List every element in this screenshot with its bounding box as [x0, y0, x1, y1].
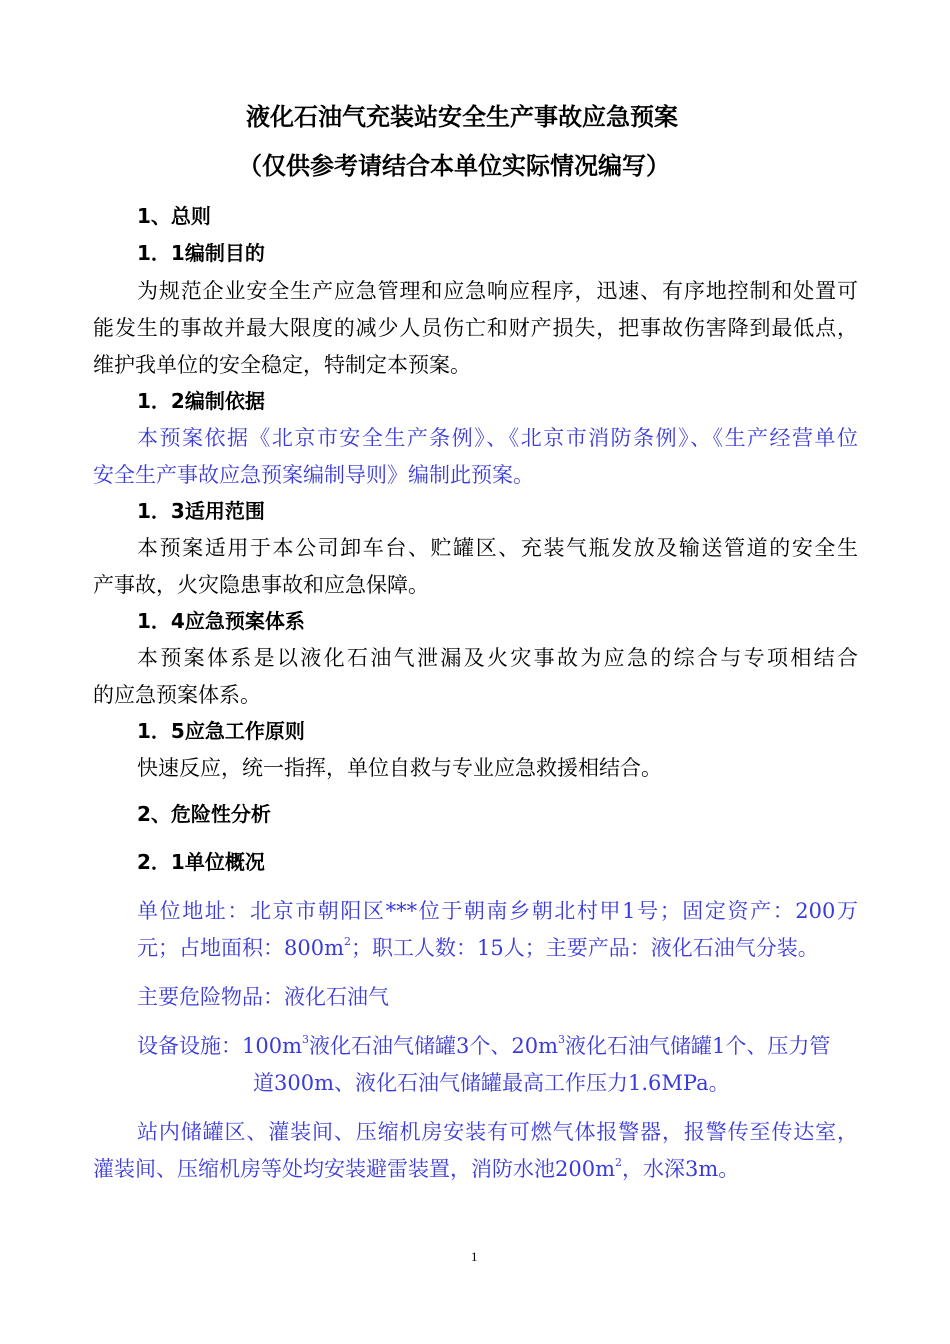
text-fragment: ，水深3m。	[622, 1157, 740, 1181]
subsection-heading: 1．2编制依据	[137, 389, 265, 413]
superscript: 3	[558, 1033, 565, 1046]
text-fragment: ；职工人数：15人；主要产品：液化石油气分装。	[351, 936, 819, 960]
paragraph-line	[137, 1033, 831, 1058]
section-heading: 2、危险性分析	[137, 802, 271, 826]
paragraph-line	[137, 935, 819, 960]
paragraph-line: 能发生的事故并最大限度的减少人员伤亡和财产损失，把事故伤害降到最低点，	[93, 316, 858, 340]
paragraph-line: 本预案依据《北京市安全生产条例》、《北京市消防条例》、《生产经营单位	[137, 426, 858, 450]
superscript: 3	[302, 1033, 309, 1046]
text-fragment: 灌装间、压缩机房等处均安装避雷装置，消防水池200m	[93, 1157, 615, 1181]
paragraph-line: 产事故，火灾隐患事故和应急保障。	[93, 573, 429, 597]
subsection-heading: 1．3适用范围	[137, 499, 265, 523]
paragraph-line: 为规范企业安全生产应急管理和应急响应程序，迅速、有序地控制和处置可	[137, 279, 858, 303]
paragraph-line: 道300m、液化石油气储罐最高工作压力1.6MPa。	[253, 1071, 730, 1095]
paragraph-line: 站内储罐区、灌装间、压缩机房安装有可燃气体报警器，报警传至传达室，	[137, 1120, 858, 1144]
paragraph-line: 安全生产事故应急预案编制导则》编制此预案。	[93, 463, 534, 487]
subsection-heading: 1．4应急预案体系	[137, 609, 305, 633]
paragraph-line: 维护我单位的安全稳定，特制定本预案。	[93, 353, 471, 377]
superscript: 2	[344, 935, 351, 948]
paragraph-line	[93, 1156, 740, 1181]
subsection-heading: 1．1编制目的	[137, 241, 265, 265]
text-fragment: 元；占地面积：800m	[137, 936, 344, 960]
superscript: 2	[615, 1156, 622, 1169]
paragraph-line: 单位地址：北京市朝阳区***位于朝南乡朝北村甲1号；固定资产：200万	[137, 899, 858, 923]
document-title: 液化石油气充装站安全生产事故应急预案	[246, 103, 678, 131]
text-fragment: 设备设施：100m	[137, 1034, 302, 1058]
paragraph-line: 主要危险物品：液化石油气	[137, 985, 389, 1009]
paragraph-line: 的应急预案体系。	[93, 683, 261, 707]
text-fragment: 液化石油气储罐3个、20m	[309, 1034, 558, 1058]
subsection-heading: 1．5应急工作原则	[137, 719, 305, 743]
paragraph-line: 本预案适用于本公司卸车台、贮罐区、充装气瓶发放及输送管道的安全生	[137, 536, 858, 560]
document-subtitle: （仅供参考请结合本单位实际情况编写）	[238, 152, 670, 180]
paragraph-line: 快速反应，统一指挥，单位自救与专业应急救援相结合。	[137, 756, 662, 780]
paragraph-line: 本预案体系是以液化石油气泄漏及火灾事故为应急的综合与专项相结合	[137, 646, 858, 670]
section-heading: 1、总则	[137, 204, 211, 228]
subsection-heading: 2．1单位概况	[137, 850, 265, 874]
page-number: 1	[471, 1249, 478, 1264]
text-fragment: 液化石油气储罐1个、压力管	[565, 1034, 831, 1058]
